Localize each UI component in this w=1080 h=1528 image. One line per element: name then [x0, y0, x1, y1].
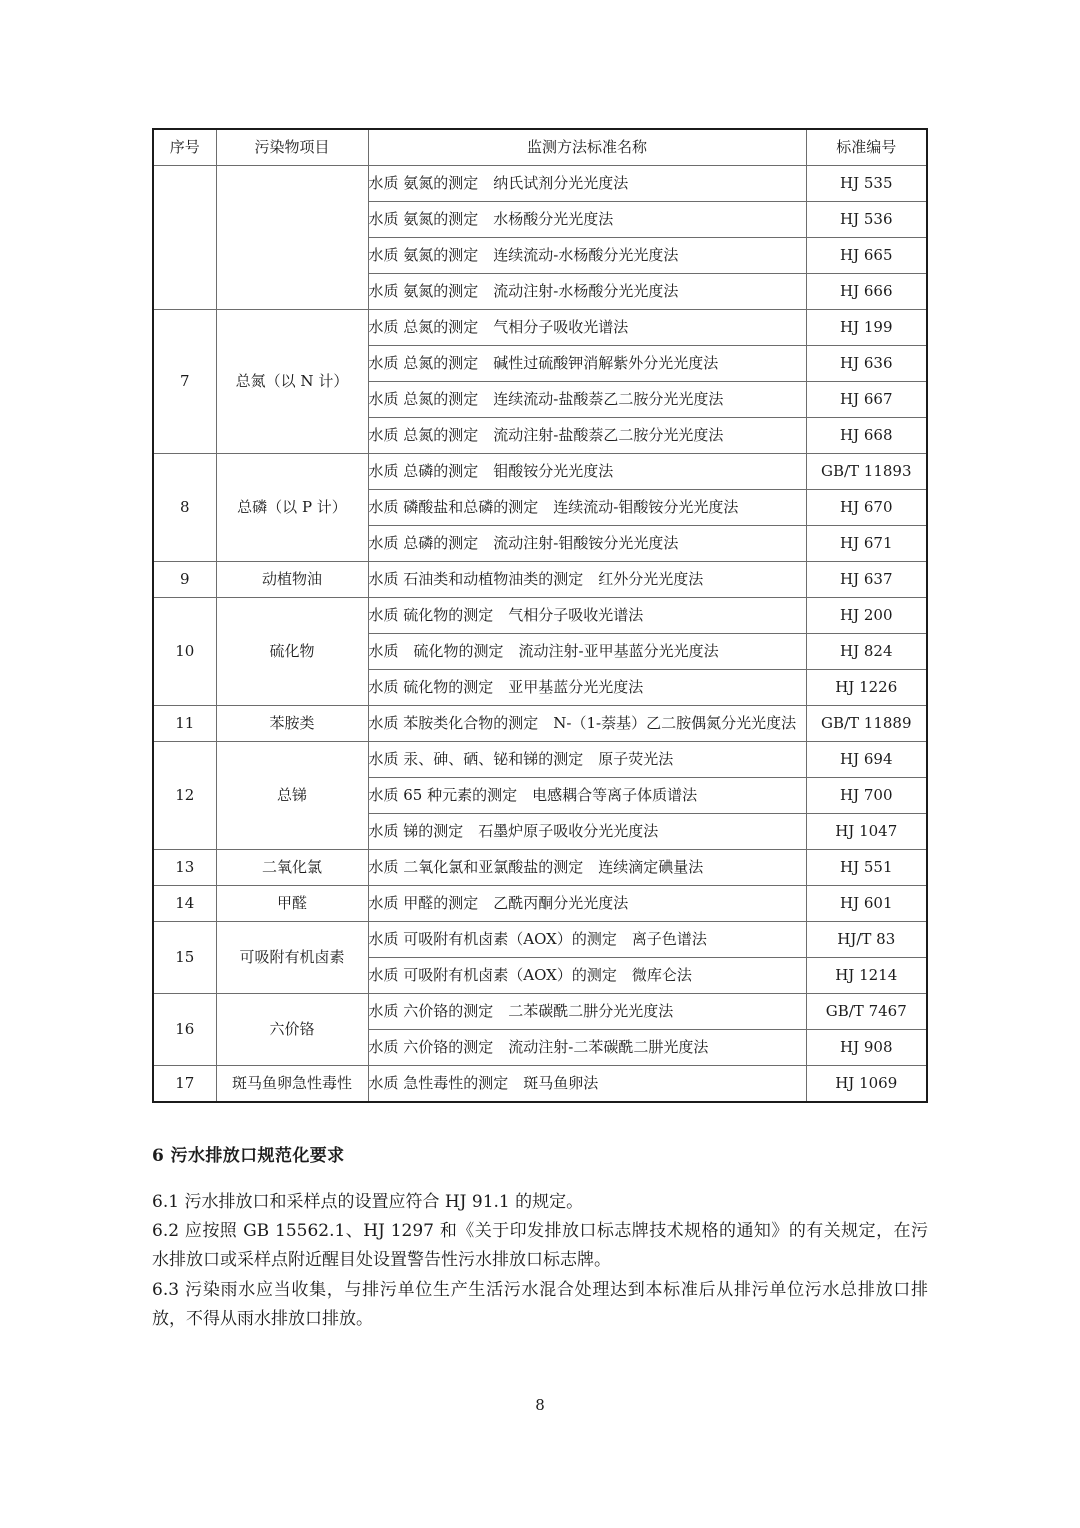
cell-pollutant-item: 斑马鱼卵急性毒性	[216, 1066, 368, 1103]
table-row	[153, 166, 927, 202]
cell-standard-code: HJ 671	[806, 526, 927, 562]
cell-standard-code: HJ 637	[806, 562, 927, 598]
cell-standard-code: HJ 700	[806, 778, 927, 814]
cell-method-name: 水质 六价铬的测定 二苯碳酰二肼分光光度法	[368, 994, 806, 1030]
cell-standard-code: HJ 666	[806, 274, 927, 310]
cell-standard-code: HJ 665	[806, 238, 927, 274]
table-row	[153, 706, 927, 742]
header-cell-code: 标准编号	[806, 129, 927, 166]
cell-standard-code: HJ 824	[806, 634, 927, 670]
cell-method-name: 水质 可吸附有机卤素（AOX）的测定 微库仑法	[368, 958, 806, 994]
cell-standard-code: GB/T 11893	[806, 454, 927, 490]
table-row	[153, 598, 927, 634]
table-row	[153, 562, 927, 598]
table-row	[153, 310, 927, 346]
cell-standard-code: HJ 199	[806, 310, 927, 346]
table-row	[153, 922, 927, 958]
cell-serial-number: 16	[153, 994, 216, 1066]
cell-serial-number: 14	[153, 886, 216, 922]
cell-method-name: 水质 苯胺类化合物的测定 N-（1-萘基）乙二胺偶氮分光光度法	[368, 706, 806, 742]
cell-serial-number	[153, 166, 216, 310]
cell-standard-code: HJ 601	[806, 886, 927, 922]
header-cell-method: 监测方法标准名称	[368, 129, 806, 166]
cell-pollutant-item: 总磷（以 P 计）	[216, 454, 368, 562]
cell-method-name: 水质 六价铬的测定 流动注射-二苯碳酰二肼光度法	[368, 1030, 806, 1066]
cell-standard-code: HJ 1214	[806, 958, 927, 994]
cell-serial-number: 9	[153, 562, 216, 598]
cell-serial-number: 12	[153, 742, 216, 850]
cell-method-name: 水质 硫化物的测定 流动注射-亚甲基蓝分光光度法	[368, 634, 806, 670]
table-body	[153, 166, 927, 1103]
cell-method-name: 水质 总氮的测定 碱性过硫酸钾消解紫外分光光度法	[368, 346, 806, 382]
cell-serial-number: 13	[153, 850, 216, 886]
cell-method-name: 水质 甲醛的测定 乙酰丙酮分光光度法	[368, 886, 806, 922]
section-6	[152, 1141, 928, 1334]
table-row	[153, 994, 927, 1030]
cell-method-name: 水质 总氮的测定 流动注射-盐酸萘乙二胺分光光度法	[368, 418, 806, 454]
page-number: 8	[535, 1396, 545, 1414]
cell-standard-code: HJ 535	[806, 166, 927, 202]
cell-pollutant-item: 总氮（以 N 计）	[216, 310, 368, 454]
cell-standard-code: HJ 636	[806, 346, 927, 382]
cell-method-name: 水质 硫化物的测定 气相分子吸收光谱法	[368, 598, 806, 634]
cell-method-name: 水质 65 种元素的测定 电感耦合等离子体质谱法	[368, 778, 806, 814]
cell-method-name: 水质 总磷的测定 钼酸铵分光光度法	[368, 454, 806, 490]
cell-serial-number: 17	[153, 1066, 216, 1103]
cell-method-name: 水质 总磷的测定 流动注射-钼酸铵分光光度法	[368, 526, 806, 562]
cell-method-name: 水质 氨氮的测定 纳氏试剂分光光度法	[368, 166, 806, 202]
cell-method-name: 水质 硫化物的测定 亚甲基蓝分光光度法	[368, 670, 806, 706]
cell-pollutant-item	[216, 166, 368, 310]
cell-method-name: 水质 氨氮的测定 连续流动-水杨酸分光光度法	[368, 238, 806, 274]
paragraph-6-1: 6.1 污水排放口和采样点的设置应符合 HJ 91.1 的规定。	[152, 1192, 584, 1212]
cell-standard-code: HJ 551	[806, 850, 927, 886]
paragraph-6-2: 6.2 应按照 GB 15562.1、HJ 1297 和《关于印发排放口标志牌技术规格的通知》的有关规定，在污水排放口或采样点附近醒目处设置警告性污水排放口标志牌。	[152, 1221, 928, 1271]
cell-pollutant-item: 六价铬	[216, 994, 368, 1066]
cell-standard-code: HJ 1047	[806, 814, 927, 850]
table-row	[153, 1066, 927, 1103]
cell-method-name: 水质 总氮的测定 气相分子吸收光谱法	[368, 310, 806, 346]
cell-method-name: 水质 磷酸盐和总磷的测定 连续流动-钼酸铵分光光度法	[368, 490, 806, 526]
cell-serial-number: 8	[153, 454, 216, 562]
cell-standard-code: HJ 1226	[806, 670, 927, 706]
cell-method-name: 水质 可吸附有机卤素（AOX）的测定 离子色谱法	[368, 922, 806, 958]
cell-standard-code: HJ 908	[806, 1030, 927, 1066]
cell-standard-code: HJ 668	[806, 418, 927, 454]
cell-method-name: 水质 总氮的测定 连续流动-盐酸萘乙二胺分光光度法	[368, 382, 806, 418]
cell-standard-code: HJ 200	[806, 598, 927, 634]
header-cell-item: 污染物项目	[216, 129, 368, 166]
cell-pollutant-item: 硫化物	[216, 598, 368, 706]
header-cell-no: 序号	[153, 129, 216, 166]
cell-serial-number: 7	[153, 310, 216, 454]
table-header-row	[153, 129, 927, 166]
section-paragraphs	[152, 1188, 928, 1334]
cell-method-name: 水质 二氧化氯和亚氯酸盐的测定 连续滴定碘量法	[368, 850, 806, 886]
table-row	[153, 454, 927, 490]
table-row	[153, 742, 927, 778]
page-content	[152, 128, 928, 1334]
monitoring-method-table	[152, 128, 928, 1103]
cell-pollutant-item: 甲醛	[216, 886, 368, 922]
cell-method-name: 水质 石油类和动植物油类的测定 红外分光光度法	[368, 562, 806, 598]
cell-serial-number: 15	[153, 922, 216, 994]
cell-standard-code: GB/T 11889	[806, 706, 927, 742]
table-row	[153, 850, 927, 886]
cell-standard-code: HJ 1069	[806, 1066, 927, 1103]
cell-pollutant-item: 动植物油	[216, 562, 368, 598]
cell-method-name: 水质 锑的测定 石墨炉原子吸收分光光度法	[368, 814, 806, 850]
cell-standard-code: HJ/T 83	[806, 922, 927, 958]
cell-method-name: 水质 氨氮的测定 水杨酸分光光度法	[368, 202, 806, 238]
cell-standard-code: HJ 536	[806, 202, 927, 238]
cell-standard-code: HJ 670	[806, 490, 927, 526]
table-header	[153, 129, 927, 166]
cell-serial-number: 11	[153, 706, 216, 742]
cell-method-name: 水质 氨氮的测定 流动注射-水杨酸分光光度法	[368, 274, 806, 310]
cell-pollutant-item: 苯胺类	[216, 706, 368, 742]
cell-method-name: 水质 汞、砷、硒、铋和锑的测定 原子荧光法	[368, 742, 806, 778]
section-heading: 6 污水排放口规范化要求	[152, 1146, 345, 1166]
cell-standard-code: HJ 694	[806, 742, 927, 778]
cell-pollutant-item: 可吸附有机卤素	[216, 922, 368, 994]
cell-pollutant-item: 二氧化氯	[216, 850, 368, 886]
cell-pollutant-item: 总锑	[216, 742, 368, 850]
cell-serial-number: 10	[153, 598, 216, 706]
cell-standard-code: HJ 667	[806, 382, 927, 418]
table-row	[153, 886, 927, 922]
cell-method-name: 水质 急性毒性的测定 斑马鱼卵法	[368, 1066, 806, 1103]
paragraph-6-3: 6.3 污染雨水应当收集，与排污单位生产生活污水混合处理达到本标准后从排污单位污水总排放口排放，不得从雨水排放口排放。	[152, 1279, 928, 1329]
cell-standard-code: GB/T 7467	[806, 994, 927, 1030]
